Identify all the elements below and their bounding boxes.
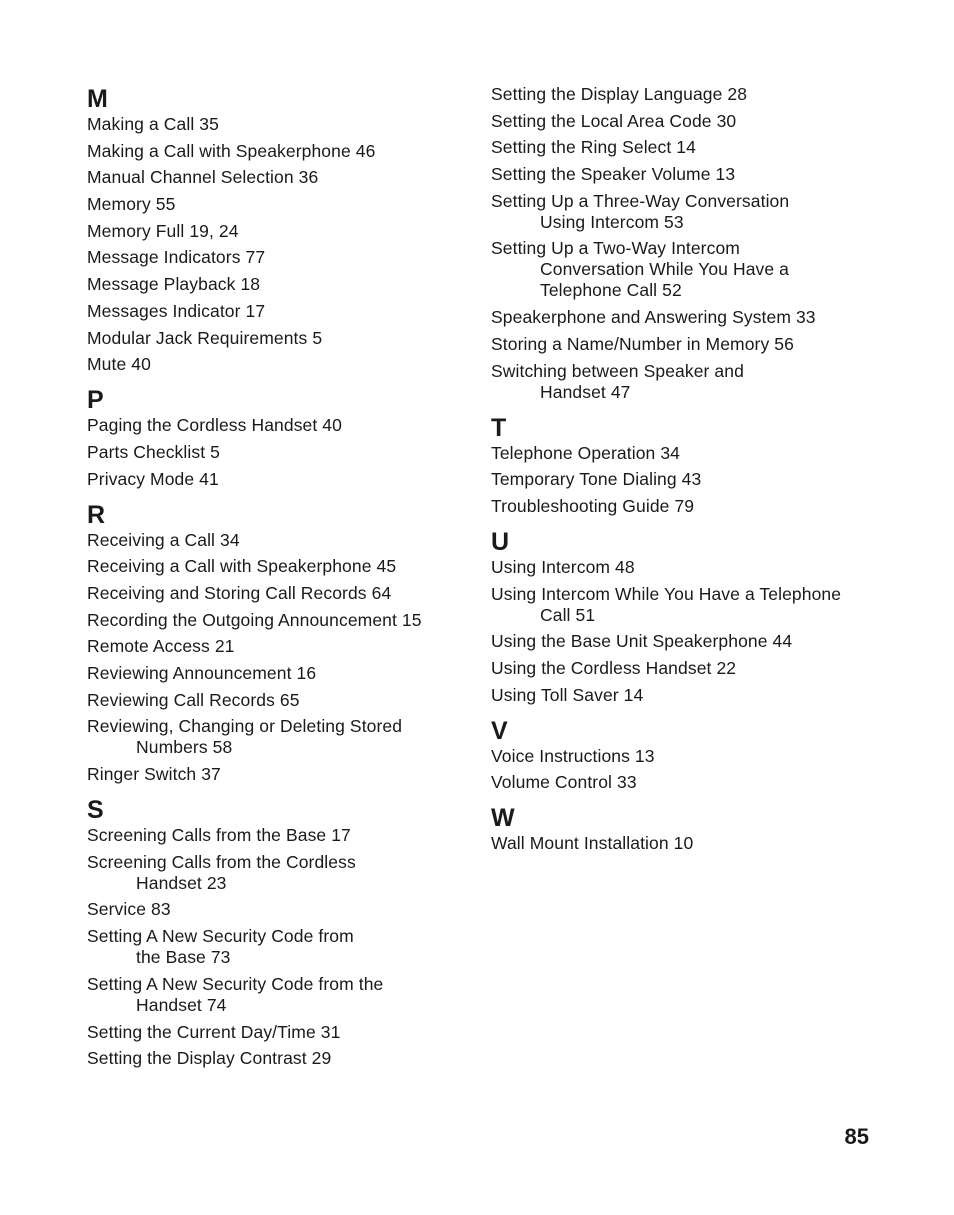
index-entry [491, 307, 891, 328]
index-entry-text: Setting A New Security Code from the [87, 973, 384, 994]
index-entry-text: Switching between Speaker and [491, 360, 744, 381]
index-section-s [87, 795, 467, 1069]
index-entry [87, 114, 467, 135]
index-entry-continuation: the Base 73 [136, 947, 231, 968]
index-entry-text: Setting Up a Three-Way Conversation [491, 190, 790, 211]
index-entry [491, 772, 891, 793]
index-entry [491, 164, 891, 185]
index-entry-text: Message Playback 18 [87, 274, 261, 295]
section-letter-heading: R [87, 500, 106, 529]
index-entry [87, 1048, 467, 1069]
index-section-t [491, 413, 891, 517]
index-entry [87, 556, 467, 577]
index-entry-text: Receiving a Call with Speakerphone 45 [87, 556, 397, 577]
index-entry [491, 557, 891, 578]
index-section-u [491, 527, 891, 706]
index-entry-continuation: Call 51 [540, 604, 596, 625]
index-entry-text: Memory 55 [87, 194, 176, 215]
index-entry-text: Voice Instructions 13 [491, 745, 655, 766]
section-letter-heading: P [87, 386, 104, 415]
index-entry [87, 221, 467, 242]
index-entry [87, 610, 467, 631]
index-entry-text: Setting Up a Two-Way Intercom [491, 238, 740, 259]
index-entry [491, 658, 891, 679]
index-entry [87, 852, 467, 894]
index-entry-continuation: Conversation While You Have a [540, 259, 790, 280]
section-letter-heading: U [491, 527, 510, 556]
index-entry-text: Speakerphone and Answering System 33 [491, 307, 816, 328]
index-entry [491, 443, 891, 464]
index-entry [491, 631, 891, 652]
index-entry [87, 974, 467, 1016]
index-entry-text: Screening Calls from the Cordless [87, 851, 356, 872]
index-entry-text: Service 83 [87, 899, 171, 920]
index-entry [491, 584, 891, 626]
index-entry-continuation: Telephone Call 52 [540, 280, 682, 301]
index-entry-text: Message Indicators 77 [87, 247, 266, 268]
index-entry [87, 764, 467, 785]
index-entry [87, 274, 467, 295]
index-entry-text: Privacy Mode 41 [87, 468, 219, 489]
index-entry [87, 636, 467, 657]
index-entry-text: Using Intercom 48 [491, 556, 635, 577]
index-entry-text: Remote Access 21 [87, 636, 235, 657]
index-entry-text: Storing a Name/Number in Memory 56 [491, 333, 794, 354]
section-letter-heading: W [491, 804, 515, 833]
index-entry [491, 361, 891, 403]
index-entry [87, 583, 467, 604]
index-entry-text: Setting the Speaker Volume 13 [491, 164, 736, 185]
index-entry-text: Receiving a Call 34 [87, 529, 240, 550]
index-entry-text: Setting the Ring Select 14 [491, 137, 696, 158]
index-column-left [87, 84, 467, 1075]
index-entry [87, 301, 467, 322]
index-entry-text: Receiving and Storing Call Records 64 [87, 582, 392, 603]
index-entry [87, 328, 467, 349]
index-entry-text: Reviewing, Changing or Deleting Stored [87, 716, 403, 737]
index-entry [87, 716, 467, 758]
index-entry [87, 926, 467, 968]
index-entry-continuation: Numbers 58 [136, 737, 233, 758]
index-entry-continuation: Using Intercom 53 [540, 211, 684, 232]
index-entry-text: Using the Cordless Handset 22 [491, 657, 737, 678]
index-entry-text: Setting the Display Contrast 29 [87, 1048, 332, 1069]
index-section-continued [491, 84, 891, 403]
index-entry-continuation: Handset 47 [540, 381, 631, 402]
index-entry-text: Screening Calls from the Base 17 [87, 825, 351, 846]
index-entry-text: Using Intercom While You Have a Telephone [491, 583, 842, 604]
index-entry-text: Reviewing Announcement 16 [87, 663, 317, 683]
index-entry [87, 663, 467, 684]
index-entry-text: Making a Call 35 [87, 114, 219, 134]
index-entry [87, 247, 467, 268]
index-section-w [491, 803, 891, 854]
index-entry [87, 194, 467, 215]
section-letter-heading: M [87, 85, 108, 113]
index-entry-text: Setting the Display Language 28 [491, 84, 748, 104]
index-entry-text: Telephone Operation 34 [491, 442, 681, 463]
index-entry-text: Making a Call with Speakerphone 46 [87, 140, 376, 161]
index-section-m [87, 84, 467, 375]
index-entry-continuation: Handset 23 [136, 872, 227, 893]
index-entry [87, 354, 467, 375]
index-entry [491, 238, 891, 301]
index-entry-text: Reviewing Call Records 65 [87, 689, 300, 710]
index-section-v [491, 716, 891, 794]
index-entry [491, 84, 891, 105]
index-entry-text: Setting the Current Day/Time 31 [87, 1021, 341, 1042]
index-entry-text: Using the Base Unit Speakerphone 44 [491, 631, 793, 652]
index-entry [87, 1022, 467, 1043]
index-entry-text: Messages Indicator 17 [87, 300, 266, 321]
index-entry [491, 833, 891, 854]
index-entry [491, 111, 891, 132]
section-letter-heading: S [87, 796, 104, 825]
index-entry-continuation: Handset 74 [136, 994, 227, 1015]
index-entry-text: Temporary Tone Dialing 43 [491, 469, 702, 490]
index-entry [87, 415, 467, 436]
index-entry-text: Using Toll Saver 14 [491, 684, 644, 705]
index-column-right [491, 84, 891, 860]
index-entry-text: Modular Jack Requirements 5 [87, 327, 323, 348]
index-entry-text: Ringer Switch 37 [87, 764, 221, 785]
page-number: 85 [844, 1124, 869, 1149]
index-entry-text: Manual Channel Selection 36 [87, 167, 319, 188]
index-entry-text: Wall Mount Installation 10 [491, 833, 694, 854]
index-entry-text: Memory Full 19, 24 [87, 220, 239, 241]
index-entry [87, 469, 467, 490]
index-entry [87, 530, 467, 551]
index-section-p [87, 385, 467, 489]
index-entry [87, 825, 467, 846]
index-entry [87, 899, 467, 920]
section-letter-heading: V [491, 716, 508, 745]
index-entry-text: Parts Checklist 5 [87, 441, 220, 462]
index-entry [87, 167, 467, 188]
index-entry [87, 442, 467, 463]
index-entry [491, 137, 891, 158]
index-entry [491, 469, 891, 490]
index-entry [491, 191, 891, 233]
index-entry-text: Recording the Outgoing Announcement 15 [87, 609, 422, 630]
index-entry [491, 746, 891, 767]
index-entry [491, 685, 891, 706]
index-entry [491, 496, 891, 517]
index-entry [87, 690, 467, 711]
index-entry [491, 334, 891, 355]
index-section-r [87, 500, 467, 786]
index-entry [87, 141, 467, 162]
index-entry-text: Paging the Cordless Handset 40 [87, 415, 342, 436]
section-letter-heading: T [491, 413, 507, 442]
index-entry-text: Troubleshooting Guide 79 [491, 495, 695, 516]
index-entry-text: Setting the Local Area Code 30 [491, 110, 737, 131]
index-entry-text: Volume Control 33 [491, 772, 637, 793]
index-entry-text: Mute 40 [87, 354, 151, 375]
index-entry-text: Setting A New Security Code from [87, 926, 354, 947]
